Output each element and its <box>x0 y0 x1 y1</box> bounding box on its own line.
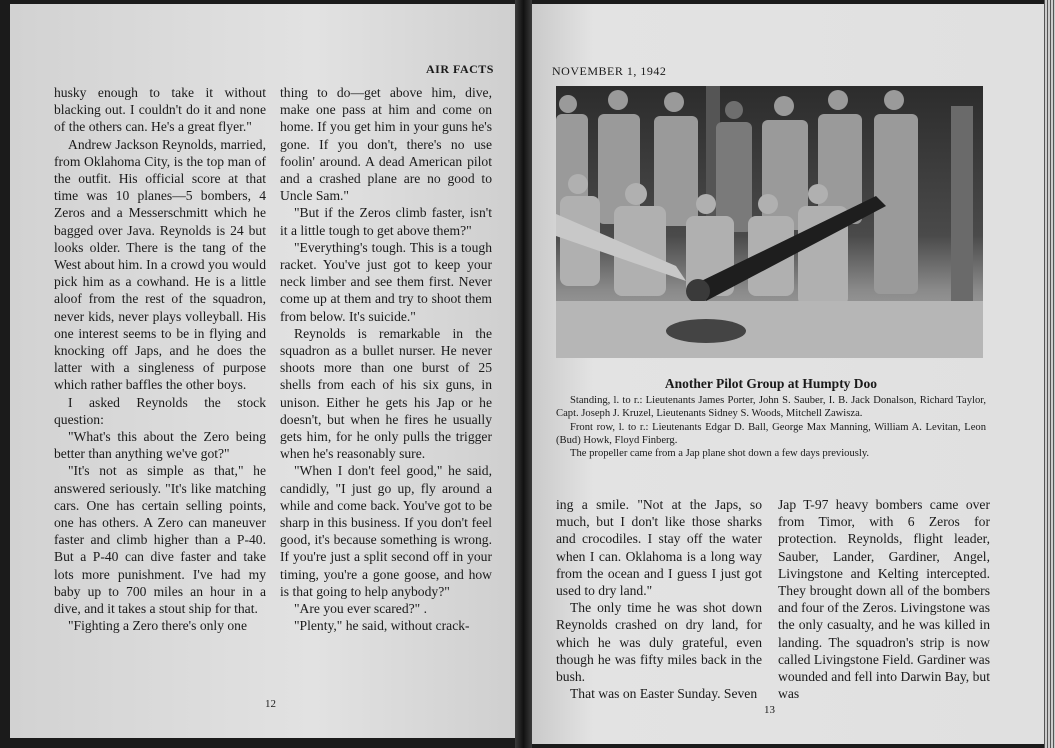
photo-caption-title: Another Pilot Group at Humpty Doo <box>664 376 878 391</box>
paragraph: Andrew Jackson Reynolds, married, from Oklahoma City, is the top man of the outfit. His official score at that time was 10 planes—5 bombers, 4 Zeros and a Messerschmitt which he bagged over Java. Reynolds is 24 but looks older. There is the tang of the West about him. In a crowd you would pick him as a cowhand. He is a little aloof from the rest of the squadron, never kids, never plays volleyball. His one interest seems to be in flying and knocking off Japs, and he does the latter with a singleness of purpose which rather baffles the other boys. <box>54 136 266 393</box>
group-photo <box>556 86 983 358</box>
paragraph: "It's not as simple as that," he answered seriously. "It's like matching cars. One has certain selling points, one has others. A Zero can maneuver faster and climb higher than a P-40. But a P-40 can dive faster and take lots more punishment. I've had my baby up to 700 miles an hour in a dive, and it takes a stout ship for that. <box>54 463 266 617</box>
paragraph: "When I don't feel good," he said, candidly, "I just go up, fly around a while and come back. You've got to be sharp in this business. If you don't feel good, it's because something is wrong. If you're just a split second off in your timing, you're a gone goose, and how is that going to help anybody?" <box>280 463 492 599</box>
paragraph: "What's this about the Zero being better than anything we've got?" <box>54 429 266 462</box>
paragraph: I asked Reynolds the stock question: <box>54 394 266 427</box>
group-photo-icon <box>556 86 983 358</box>
book-gutter <box>515 0 532 748</box>
paragraph: husky enough to take it without blacking out. I couldn't do it and none of the others can. He's a great flyer." <box>54 85 266 135</box>
caption-paragraph: Standing, l. to r.: Lieutenants James Porter, John S. Sauber, I. B. Jack Donalson, Richard Taylor, Capt. Joseph J. Kruzel, Lieutenants Sidney S. Woods, Mitchell Zawisza. <box>556 395 986 420</box>
right-page <box>532 4 1044 744</box>
paragraph: Reynolds is remarkable in the squadron as a bullet nurser. He never shoots more than one burst of 25 shells from each of his six guns, in unison. Either he gets his Jap or he doesn't, but when he fires he usually gets him, for he only pulls the trigger when he's reasonably sure. <box>280 325 492 462</box>
left-page <box>10 4 515 738</box>
right-column-1 <box>556 496 762 702</box>
photo-caption <box>556 394 986 460</box>
page-number: 12 <box>265 698 276 710</box>
paragraph: Jap T-97 heavy bombers came over from Timor, with 6 Zeros for protection. Reynolds, flight leader, Sauber, Lander, Gardiner, Angel, Livingstone and Kelting intercepted. They brought down all of the bombers and four of the Zeros. Livingstone was the only casualty, and he was killed in landing. The squadron's strip is now called Livingstone Field. Gardiner was wounded and fell into Darwin Bay, but was <box>778 497 990 702</box>
running-head: NOVEMBER 1, 1942 <box>552 64 667 78</box>
paragraph: That was on Easter Sunday. Seven <box>570 686 758 702</box>
paragraph: The only time he was shot down Reynolds crashed on dry land, for which he was duly grateful, even though he was fifty miles back in the bush. <box>556 600 762 685</box>
page-edge-stack <box>1044 0 1055 748</box>
paragraph: "Everything's tough. This is a tough racket. You've just got to keep your neck limber and see them first. Never come up at them and try to shoot them from below. It's suicide." <box>280 239 492 324</box>
caption-paragraph: The propeller came from a Jap plane shot down a few days previously. <box>570 448 870 460</box>
running-head: AIR FACTS <box>426 62 494 76</box>
right-column-2 <box>778 496 990 702</box>
paragraph: "Plenty," he said, without crack- <box>294 618 470 634</box>
paragraph: ing a smile. "Not at the Japs, so much, but I don't like those sharks and crocodiles. I stay off the water when I can. Oklahoma is a long way from the ocean and I guess I just got used to dry land." <box>556 497 762 599</box>
paragraph: "Are you ever scared?" . <box>294 601 427 617</box>
page-number: 13 <box>764 704 775 716</box>
paragraph: "But if the Zeros climb faster, isn't it a little tough to get above them?" <box>280 205 492 238</box>
paragraph: "Fighting a Zero there's only one <box>68 618 248 634</box>
caption-paragraph: Front row, l. to r.: Lieutenants Edgar D. Ball, George Max Manning, William A. Levitan, Leon (Bud) Howk, Floyd Finberg. <box>556 421 986 446</box>
left-column-1 <box>54 84 266 635</box>
paragraph: thing to do—get above him, dive, make one pass at him and come on home. If you get him in your guns he's gone. If you don't, there's no use foolin' around. A dead American pilot and a crashed plane are no good to Uncle Sam." <box>280 85 492 204</box>
left-column-2 <box>280 84 492 635</box>
